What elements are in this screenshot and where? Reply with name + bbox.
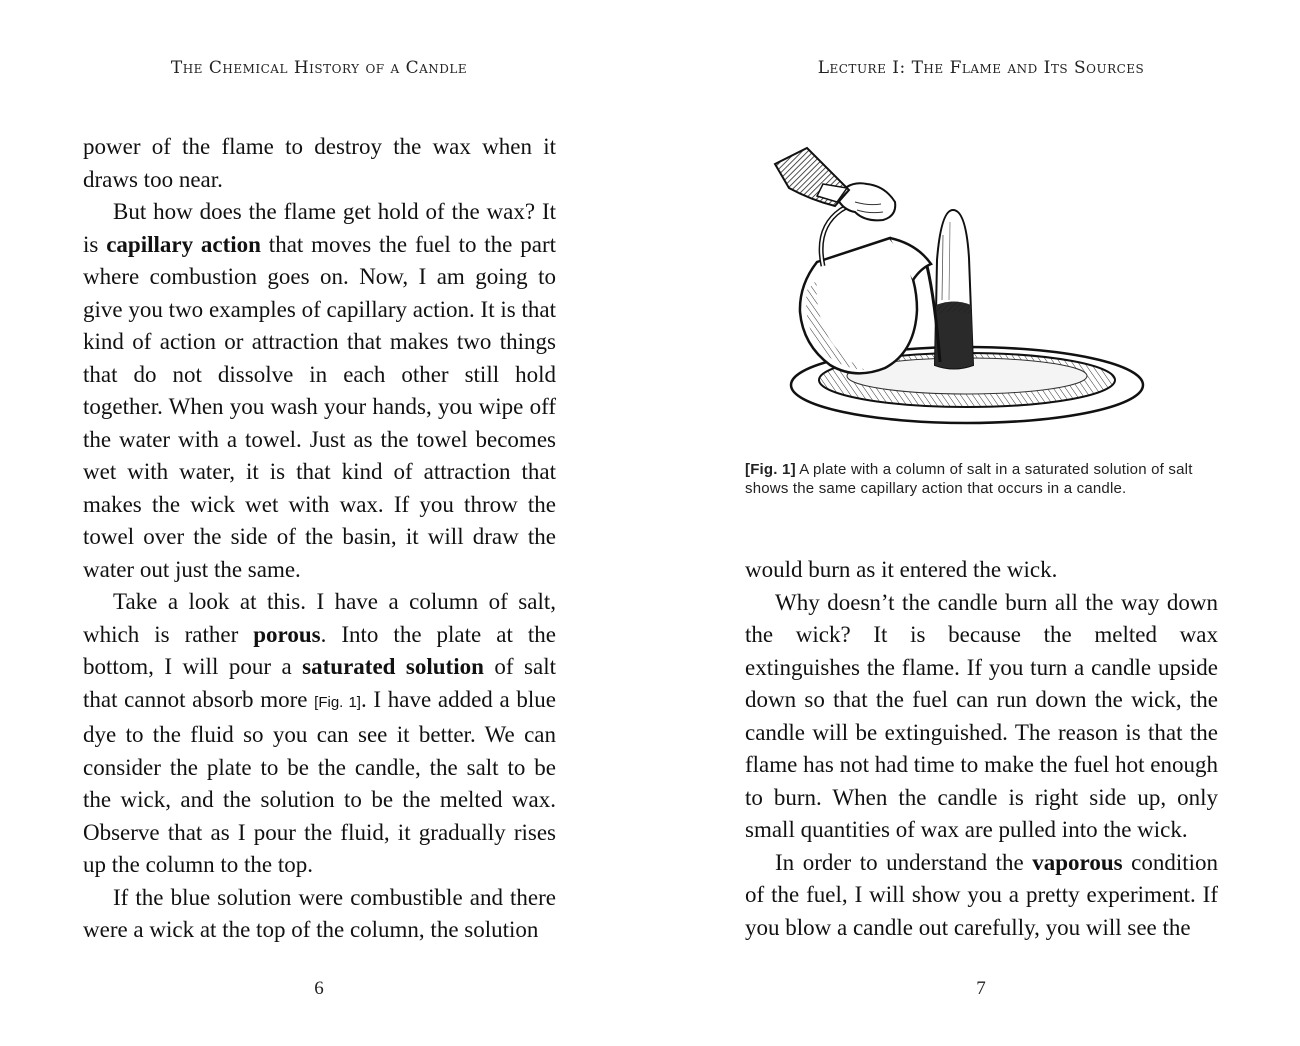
figure-reference[interactable]: [Fig. 1] (314, 693, 361, 711)
bold-term: capillary action (106, 231, 261, 257)
bold-term: saturated solution (302, 654, 484, 679)
paragraph: power of the flame to destroy the wax when it draws too near. (83, 134, 556, 192)
figure-label: [Fig. 1] (745, 461, 796, 478)
running-head: The Chemical History of a Candle (170, 58, 468, 78)
page-number: 7 (976, 978, 986, 999)
paragraph: Take a look at this. I have a column of salt, which is rather porous. Into the plate at the bottom, I will pour a saturated solution of salt that cannot absorb more [Fig. 1]. I have added a blue dye to the fluid so you can see it better. We can consider the plate to be the candle, the salt to be the wick, and the solution to be the melted wax. Observe that as I pour the fluid, it gradually rises up the column to the top. (83, 589, 556, 877)
paragraph: Why doesn’t the candle burn all the way down the wick? It is because the melted wax extinguishes the flame. If you turn a candle upside down so that the fuel can run down the wick, the candle will be extinguished. The reason is that the flame has not had time to make the fuel hot enough to burn. When the candle is right side up, only small quantities of wax are pulled into the wick. (745, 589, 1218, 842)
running-head: Lecture I: The Flame and Its Sources (817, 58, 1145, 78)
paragraph: If the blue solution were combustible and there were a wick at the top of the column, the solution (83, 884, 556, 942)
figure-caption: [Fig. 1] A plate with a column of salt in a saturated solution of salt shows the same capillary action that occurs in a candle. (745, 461, 1193, 497)
bold-term: porous (253, 621, 321, 647)
body-text (83, 131, 556, 947)
bold-term: vaporous (1032, 849, 1123, 875)
paragraph: But how does the flame get hold of the wax? It is capillary action that moves the fuel to the part where combustion goes on. Now, I am going to give you two examples of capillary action. It is that kind of action or attraction that makes two things that do not dissolve in each other still hold together. When you wash your hands, you wipe off the water with a towel. Just as the towel becomes wet with water, it is that kind of attraction that makes the wick wet with wax. If you throw the towel over the side of the basin, it will draw the water out just the same. (83, 199, 556, 582)
page-number: 6 (314, 978, 324, 999)
body-text (745, 554, 1218, 944)
pitcher-pouring-illustration (745, 140, 1225, 440)
paragraph: In order to understand the vaporous condition of the fuel, I will show you a pretty experiment. If you blow a candle out carefully, you will see the (745, 849, 1218, 940)
figure-illustration (745, 140, 1225, 440)
right-page (650, 0, 1300, 1046)
paragraph: would burn as it entered the wick. (745, 557, 1058, 582)
